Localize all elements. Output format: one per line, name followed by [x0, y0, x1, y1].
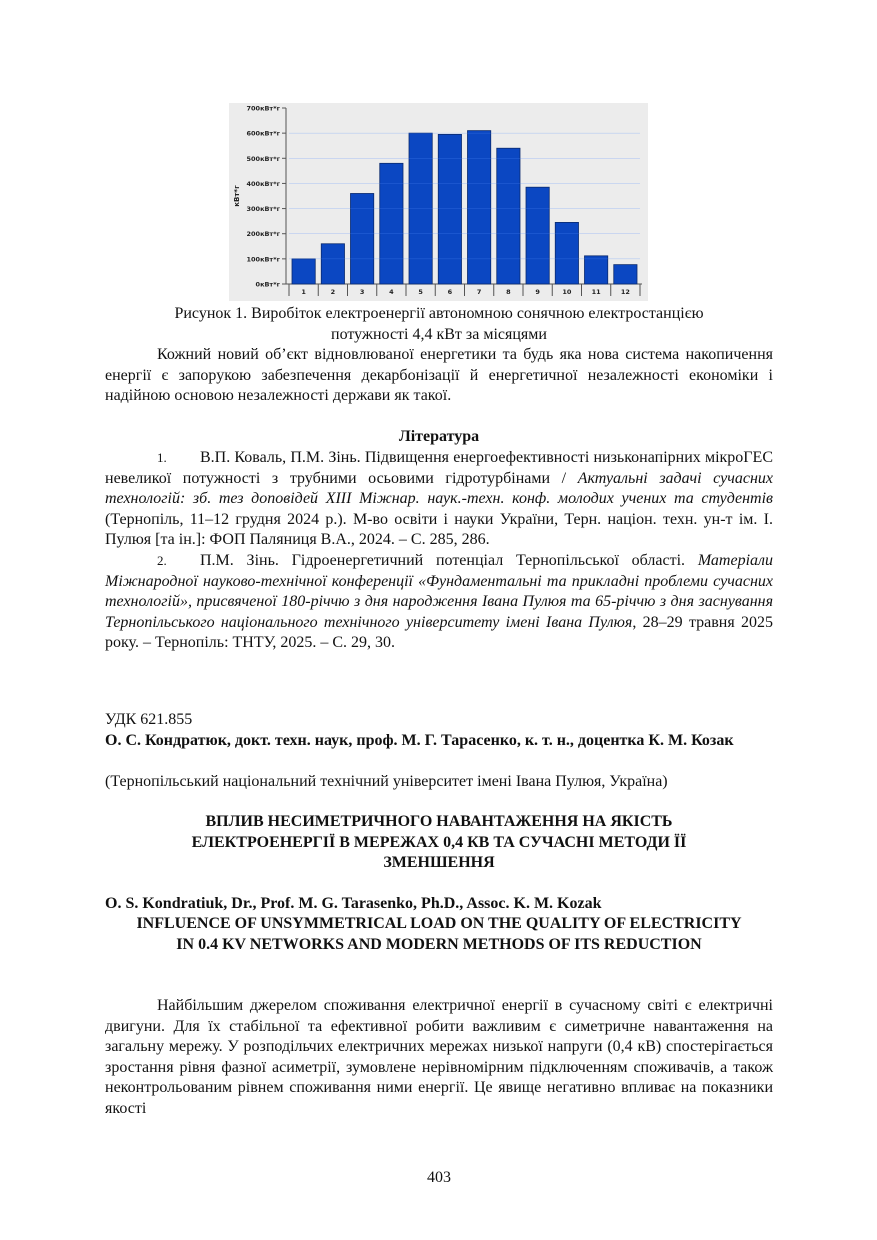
figure-caption-line2: потужності 4,4 кВт за місяцями	[331, 325, 547, 343]
bar-month-3	[351, 193, 374, 284]
bar-month-6	[438, 134, 461, 284]
paragraph-energy-independence: Кожний новий об’єкт відновлюваної енергетики та будь яка нова система накопичення енергії є запорукою забезпечення декарбонізації й енергетичної незалежності економіки і надійною основою незалежності держави як такої.	[105, 346, 773, 404]
bar-month-9	[526, 187, 549, 284]
y-tick-label: 600кВт*г	[246, 129, 280, 138]
bar-month-2	[321, 244, 344, 284]
figure-caption	[105, 304, 773, 345]
reference-text-tail: , 28–29 травня 2025 року. – Тернопіль: ТНТУ, 2025. – С. 29, 30.	[105, 613, 773, 651]
bar-month-1	[292, 259, 315, 284]
y-tick-label: 300кВт*г	[246, 205, 280, 214]
bar-month-11	[585, 256, 608, 284]
y-tick-label: 400кВт*г	[246, 179, 280, 188]
reference-item-2	[105, 551, 773, 654]
reference-text: П.М. Зінь. Гідроенергетичний потенціал Тернопільської області.	[200, 552, 698, 569]
authors-english: O. S. Kondratiuk, Dr., Prof. M. G. Tarasenko, Ph.D., Assoc. K. M. Kozak	[105, 895, 602, 912]
bar-month-8	[497, 148, 520, 284]
reference-number: 1.	[157, 450, 167, 465]
y-axis-label: кВт*г	[233, 185, 241, 207]
y-tick-label: 200кВт*г	[246, 230, 280, 239]
x-tick-label: 1	[301, 288, 306, 296]
article-title-ukrainian: ВПЛИВ НЕСИМЕТРИЧНОГО НАВАНТАЖЕННЯ НА ЯКІСТЬ ЕЛЕКТРОЕНЕРГІЇ В МЕРЕЖАХ 0,4 КВ ТА СУЧАСНІ МЕТОДИ ЇЇ ЗМЕНШЕННЯ	[191, 813, 687, 871]
figure-caption-line1: Рисунок 1. Виробіток електроенергії автономною сонячною електростанцією	[174, 305, 704, 322]
y-tick-label: 700кВт*г	[246, 104, 280, 113]
x-tick-label: 4	[389, 288, 394, 296]
article-title-english: INFLUENCE OF UNSYMMETRICAL LOAD ON THE QUALITY OF ELECTRICITY IN 0.4 KV NETWORKS AND MODERN METHODS OF ITS REDUCTION	[136, 915, 742, 953]
bar-month-4	[380, 163, 403, 284]
x-tick-label: 9	[535, 288, 540, 296]
bar-month-10	[555, 222, 578, 284]
x-tick-label: 6	[447, 288, 453, 296]
reference-item-1	[105, 448, 773, 551]
udc-code: УДК 621.855	[105, 711, 193, 728]
x-tick-label: 5	[418, 288, 423, 296]
bar-month-12	[614, 265, 637, 284]
x-tick-label: 12	[620, 288, 630, 296]
reference-text: В.П. Коваль, П.М. Зінь. Підвищення енергоефективності низьконапірних мікроГЕС невеликої потужності з трубними осьовими гідротурбінами /	[105, 449, 773, 487]
reference-source-italic: Матеріали Міжнародної науково-технічної конференції «Фундаментальні та прикладні проблеми сучасних технологій», присвяченої 180-річчю з дня народження Івана Пулюя та 65-річчю з дня заснування Тернопільського національного технічного університету імені Івана Пулюя	[105, 552, 773, 631]
reference-text-tail: (Тернопіль, 11–12 грудня 2024 р.). М-во освіти і науки України, Терн. націон. техн. ун-т ім. І. Пулюя [та ін.]: ФОП Паляниця В.А., 2024. – С. 285, 286.	[105, 510, 773, 548]
page-number: 403	[427, 1169, 451, 1186]
reference-number: 2.	[157, 553, 167, 568]
bar-chart	[229, 103, 648, 301]
y-tick-label: 100кВт*г	[246, 255, 280, 264]
x-tick-label: 7	[476, 288, 482, 296]
y-tick-label: 500кВт*г	[246, 154, 280, 163]
y-tick-label: 0кВт*г	[255, 280, 280, 289]
reference-source-italic: Актуальні задачі сучасних технологій: зб. тез доповідей XIII Міжнар. наук.-техн. конф. молодих учених та студентів	[105, 469, 774, 507]
bar-chart-svg	[229, 103, 648, 301]
affiliation: (Тернопільський національний технічний університет імені Івана Пулюя, Україна)	[105, 773, 668, 790]
authors-ukrainian: О. С. Кондратюк, докт. техн. наук, проф. М. Г. Тарасенко, к. т. н., доцентка К. М. Козак	[105, 732, 734, 749]
x-tick-label: 8	[506, 288, 511, 296]
x-tick-label: 10	[562, 288, 572, 296]
article-body-paragraph: Найбільшим джерелом споживання електричної енергії в сучасному світі є електричні двигуни. Для їх стабільної та ефективної робити важливим є симетричне навантаження на загальну мережу. У розподільчих електричних мережах низької напруги (0,4 кВ) спостерігається зростання рівня фазної асиметрії, зумовлене нерівномірним підключенням споживачів, а також неконтрольованим рівнем споживання ними енергії. Це явище негативно впливає на показники якості	[105, 997, 773, 1117]
x-tick-label: 2	[330, 288, 336, 296]
x-tick-label: 11	[591, 288, 601, 296]
bar-month-7	[468, 131, 491, 284]
references-heading: Література	[398, 428, 480, 445]
x-tick-label: 3	[359, 288, 365, 296]
